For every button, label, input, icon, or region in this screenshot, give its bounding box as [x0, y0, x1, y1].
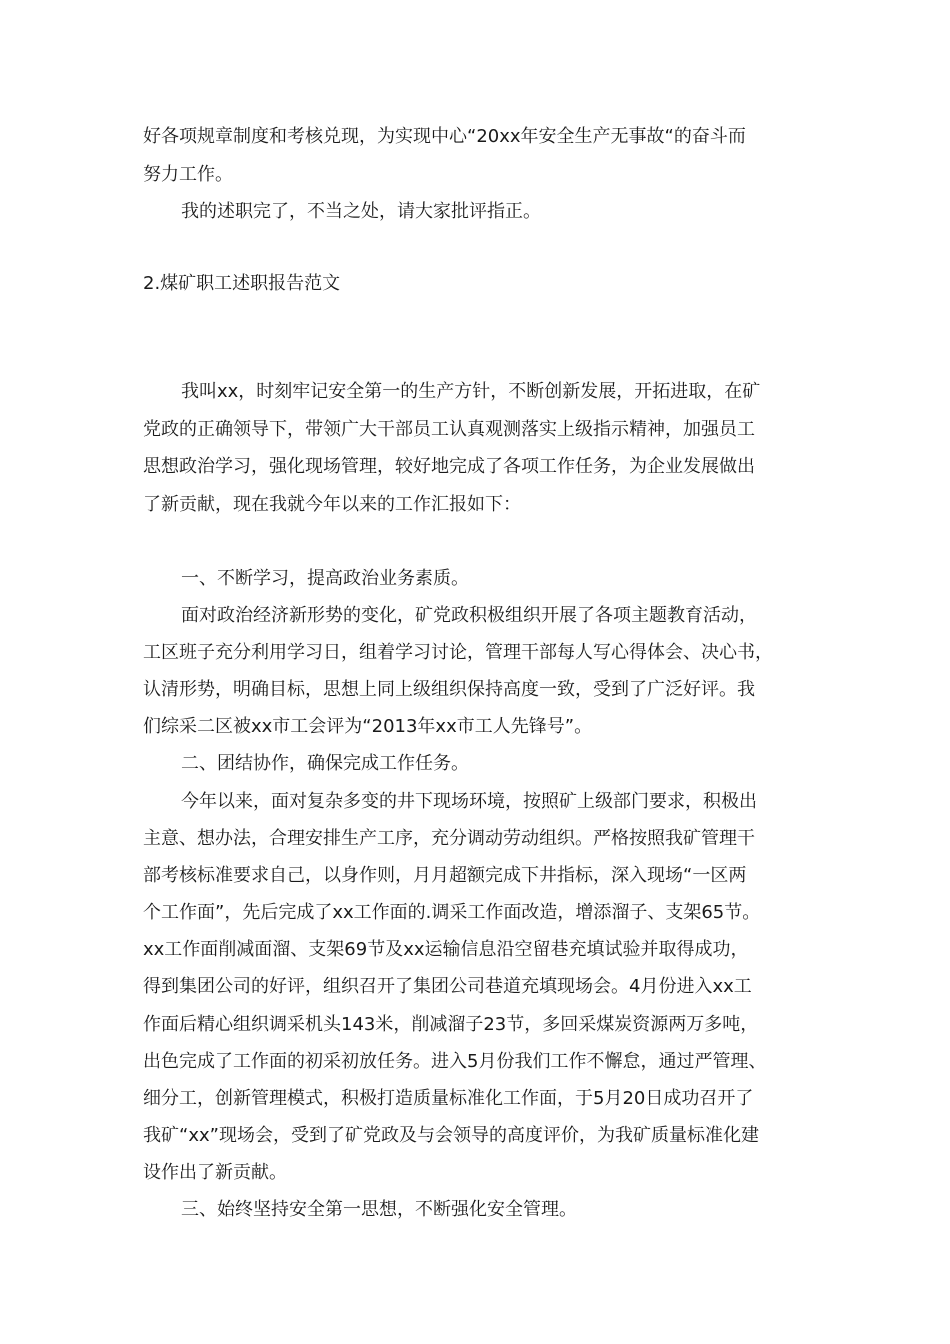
paragraph-line: 主意、想办法，合理安排生产工序，充分调动劳动组织。严格按照我矿管理干 — [143, 828, 755, 849]
paragraph-line: 了新贡献，现在我就今年以来的工作汇报如下： — [143, 494, 521, 515]
paragraph-line: 思想政治学习，强化现场管理，较好地完成了各项工作任务，为企业发展做出 — [143, 456, 755, 477]
paragraph-line: 个工作面”，先后完成了xx工作面的.调采工作面改造，增添溜子、支架65节。 — [143, 902, 761, 923]
paragraph-line: 努力工作。 — [143, 164, 233, 185]
subheading: 一、不断学习，提高政治业务素质。 — [181, 568, 469, 589]
paragraph-line: 我叫xx，时刻牢记安全第一的生产方针，不断创新发展，开拓进取，在矿 — [181, 381, 761, 402]
paragraph-line: 好各项规章制度和考核兑现，为实现中心“20xx年安全生产无事故“的奋斗而 — [143, 126, 746, 147]
paragraph-line: 作面后精心组织调采机头143米，削减溜子23节，多回采煤炭资源两万多吨， — [143, 1014, 759, 1035]
section-title: 2.煤矿职工述职报告范文 — [143, 273, 341, 294]
paragraph-line: 认清形势，明确目标，思想上同上级组织保持高度一致，受到了广泛好评。我 — [143, 679, 755, 700]
paragraph-line: 我矿“xx”现场会，受到了矿党政及与会领导的高度评价，为我矿质量标准化建 — [143, 1125, 759, 1146]
paragraph-line: 出色完成了工作面的初采初放任务。进入5月份我们工作不懈怠，通过严管理、 — [143, 1051, 767, 1072]
paragraph-line: 部考核标准要求自己，以身作则，月月超额完成下井指标，深入现场“一区两 — [143, 865, 747, 886]
subheading: 二、团结协作，确保完成工作任务。 — [181, 753, 469, 774]
paragraph-line: 设作出了新贡献。 — [143, 1162, 287, 1183]
paragraph-line: 们综采二区被xx市工会评为“2013年xx市工人先锋号”。 — [143, 716, 593, 737]
paragraph-line: 细分工，创新管理模式，积极打造质量标准化工作面，于5月20日成功召开了 — [143, 1088, 754, 1109]
paragraph-line: xx工作面削减面溜、支架69节及xx运输信息沿空留巷充填试验并取得成功， — [143, 939, 749, 960]
paragraph-line: 工区班子充分利用学习日，组着学习讨论，管理干部每人写心得体会、决心书， — [143, 642, 773, 663]
paragraph-line: 面对政治经济新形势的变化，矿党政积极组织开展了各项主题教育活动， — [181, 605, 757, 626]
subheading: 三、始终坚持安全第一思想，不断强化安全管理。 — [181, 1199, 577, 1220]
paragraph-line: 今年以来，面对复杂多变的井下现场环境，按照矿上级部门要求，积极出 — [181, 791, 757, 812]
paragraph-line: 得到集团公司的好评，组织召开了集团公司巷道充填现场会。4月份进入xx工 — [143, 976, 752, 997]
paragraph-line: 党政的正确领导下，带领广大干部员工认真观测落实上级指示精神，加强员工 — [143, 419, 755, 440]
closing-remark: 我的述职完了，不当之处，请大家批评指正。 — [181, 201, 541, 222]
